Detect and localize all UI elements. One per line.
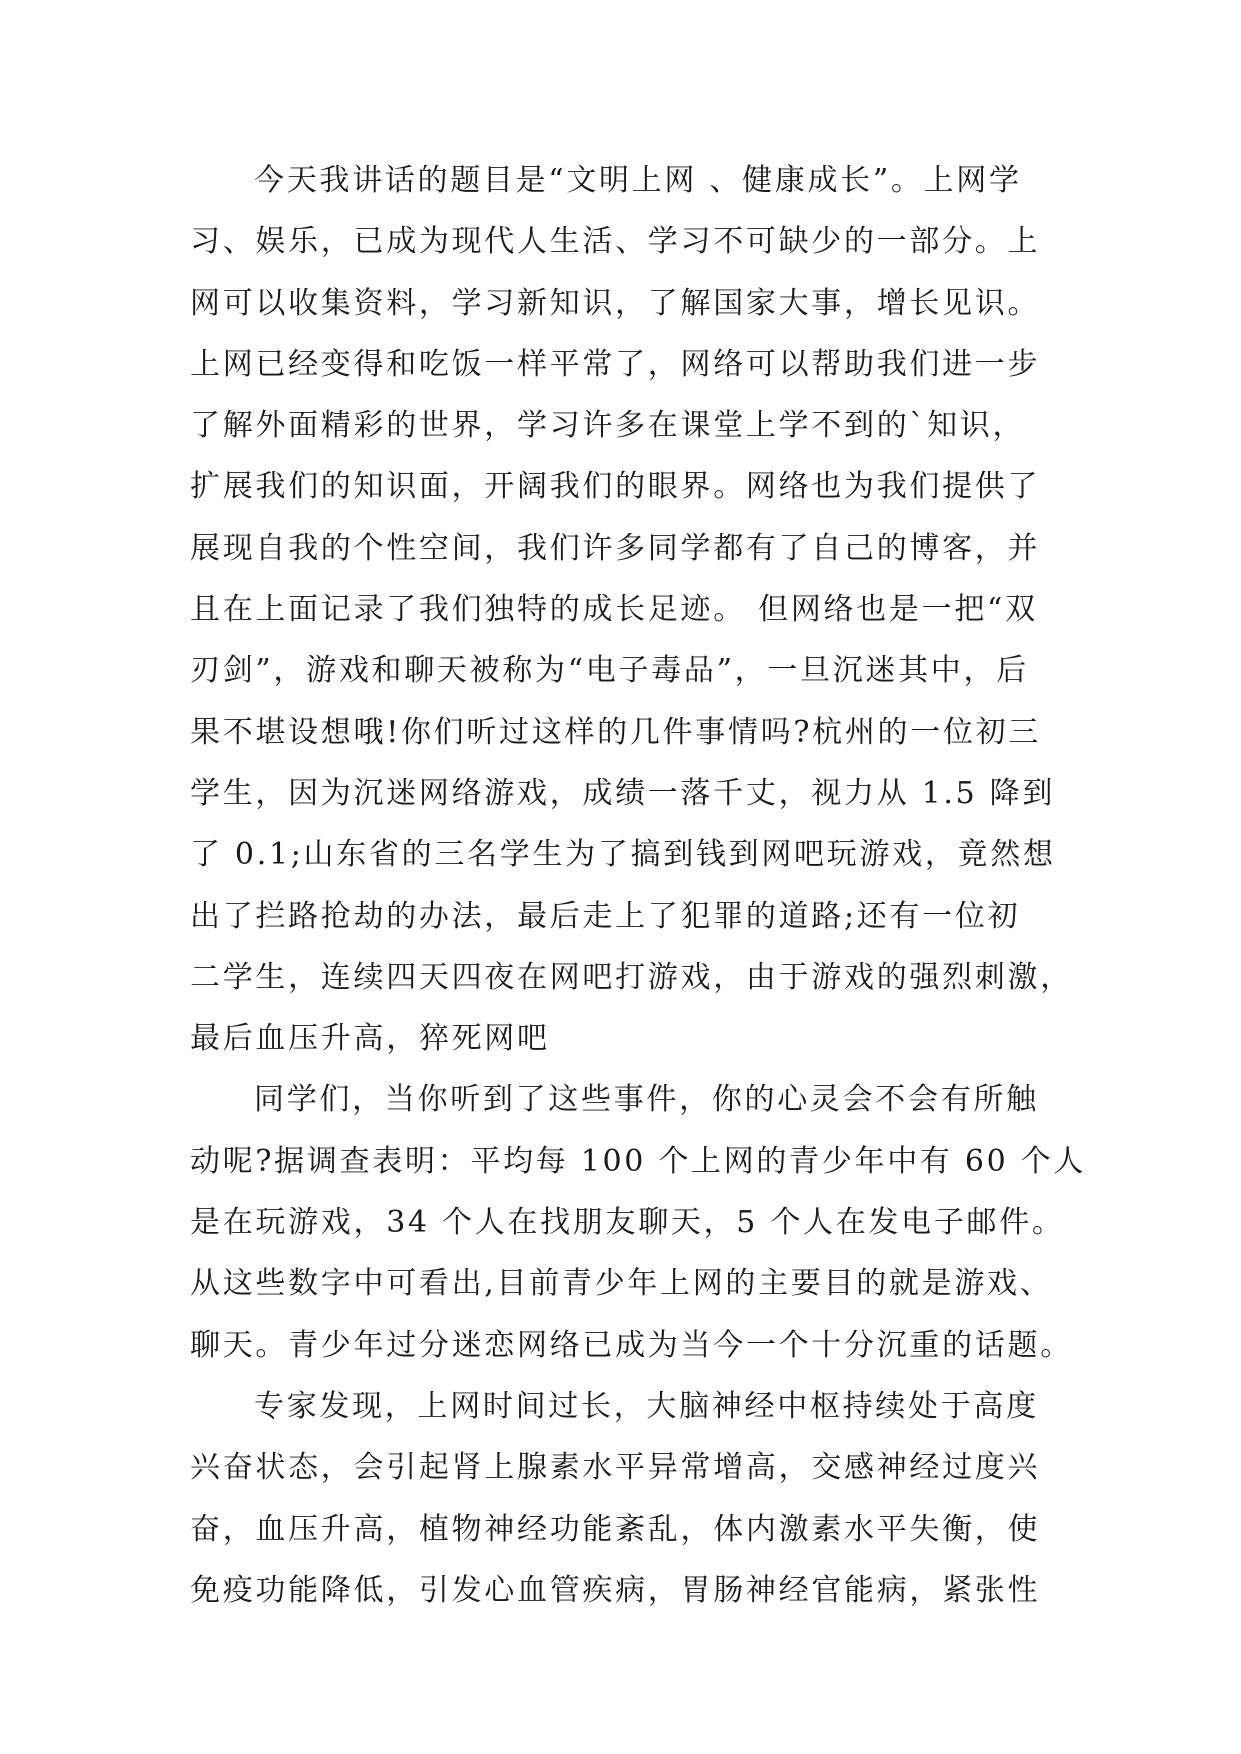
text-line: 习、娱乐，已成为现代人生活、学习不可缺少的一部分。上 xyxy=(190,224,1041,260)
text-line: 扩展我们的知识面，开阔我们的眼界。网络也为我们提供了 xyxy=(190,469,1041,505)
text-line: 专家发现，上网时间过长，大脑神经中枢持续处于高度 xyxy=(254,1388,1039,1424)
text-line: 了解外面精彩的世界，学习许多在课堂上学不到的`知识， xyxy=(190,408,1026,444)
text-line: 动呢?据调查表明：平均每 100 个上网的青少年中有 60 个人 xyxy=(190,1143,1087,1179)
text-line: 同学们，当你听到了这些事件，你的心灵会不会有所触 xyxy=(254,1082,1039,1118)
body-text xyxy=(190,150,1087,1621)
text-line: 兴奋状态，会引起肾上腺素水平异常增高，交感神经过度兴 xyxy=(190,1450,1041,1486)
text-line: 出了拦路抢劫的办法，最后走上了犯罪的道路;还有一位初 xyxy=(190,898,1021,934)
text-line: 了 0.1;山东省的三名学生为了搞到钱到网吧玩游戏，竟然想 xyxy=(190,837,1056,873)
text-line: 网可以收集资料，学习新知识，了解国家大事，增长见识。 xyxy=(190,285,1041,321)
text-line: 二学生，连续四天四夜在网吧打游戏，由于游戏的强烈刺激， xyxy=(190,959,1073,995)
text-line: 今天我讲话的题目是“文明上网 、健康成长”。上网学 xyxy=(254,163,1022,198)
text-line: 从这些数字中可看出,目前青少年上网的主要目的就是游戏、 xyxy=(190,1266,1053,1302)
text-line: 果不堪设想哦!你们听过这样的几件事情吗?杭州的一位初三 xyxy=(190,714,1042,750)
text-line: 奋，血压升高，植物神经功能紊乱，体内激素水平失衡，使 xyxy=(190,1511,1041,1547)
text-line: 免疫功能降低，引发心血管疾病，胃肠神经官能病，紧张性 xyxy=(190,1572,1041,1608)
text-line: 最后血压升高，猝死网吧 xyxy=(190,1021,550,1057)
text-line: 学生，因为沉迷网络游戏，成绩一落千丈，视力从 1.5 降到 xyxy=(190,775,1056,811)
text-line: 聊天。青少年过分迷恋网络已成为当今一个十分沉重的话题。 xyxy=(190,1327,1073,1363)
text-line: 刃剑”，游戏和聊天被称为“电子毒品”，一旦沉迷其中，后 xyxy=(190,653,1029,689)
text-line: 且在上面记录了我们独特的成长足迹。 但网络也是一把“双 xyxy=(190,592,1038,628)
text-line: 展现自我的个性空间，我们许多同学都有了自己的博客，并 xyxy=(190,530,1041,566)
text-line: 是在玩游戏，34 个人在找朋友聊天，5 个人在发电子邮件。 xyxy=(190,1205,1065,1241)
text-line: 上网已经变得和吃饭一样平常了，网络可以帮助我们进一步 xyxy=(190,346,1041,382)
